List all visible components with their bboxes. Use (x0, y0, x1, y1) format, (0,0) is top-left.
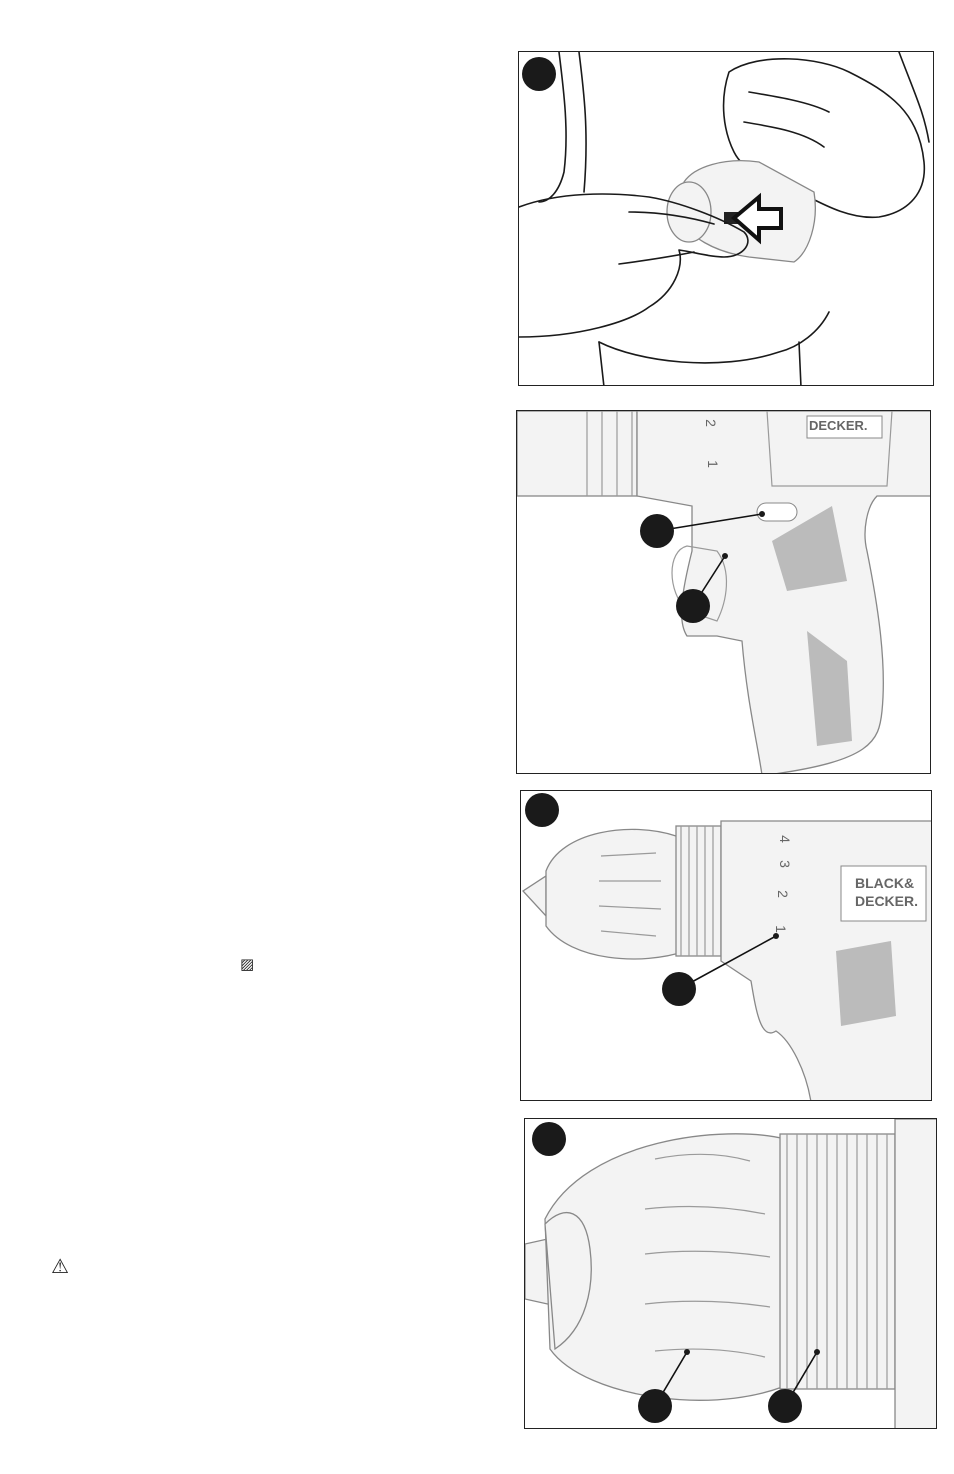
callout-badge-1 (640, 514, 674, 548)
callout-badge-2 (768, 1389, 802, 1423)
figure-panel-4 (524, 1118, 937, 1429)
battery-glyph: ▨ (240, 955, 255, 973)
torque-mark-2: 2 (774, 890, 791, 898)
figure-callout-badge (522, 57, 556, 91)
torque-mark-4: 4 (776, 835, 793, 843)
brand-line-1: BLACK& (855, 875, 915, 891)
callout-badge-1 (638, 1389, 672, 1423)
speed-mark-1: 1 (704, 460, 721, 468)
brand-line-2: DECKER. (855, 893, 919, 909)
figure-panel-2 (516, 410, 931, 774)
figure-panel-3 (520, 790, 932, 1101)
figure-callout-badge (532, 1122, 566, 1156)
torque-mark-1: 1 (772, 925, 789, 933)
hands-pressing-button-icon (519, 52, 934, 386)
brand-label: DECKER. (809, 418, 868, 433)
callout-badge-2 (676, 589, 710, 623)
drill-side-view-icon (517, 411, 931, 774)
speed-mark-2: 2 (702, 419, 719, 427)
figure-callout-badge (525, 793, 559, 827)
drill-torque-collar-icon (521, 791, 932, 1101)
callout-badge-1 (662, 972, 696, 1006)
figure-panel-1 (518, 51, 934, 386)
chuck-closeup-icon (525, 1119, 937, 1429)
torque-mark-3: 3 (776, 860, 793, 868)
warning-triangle-icon: ⚠ (51, 1254, 69, 1278)
